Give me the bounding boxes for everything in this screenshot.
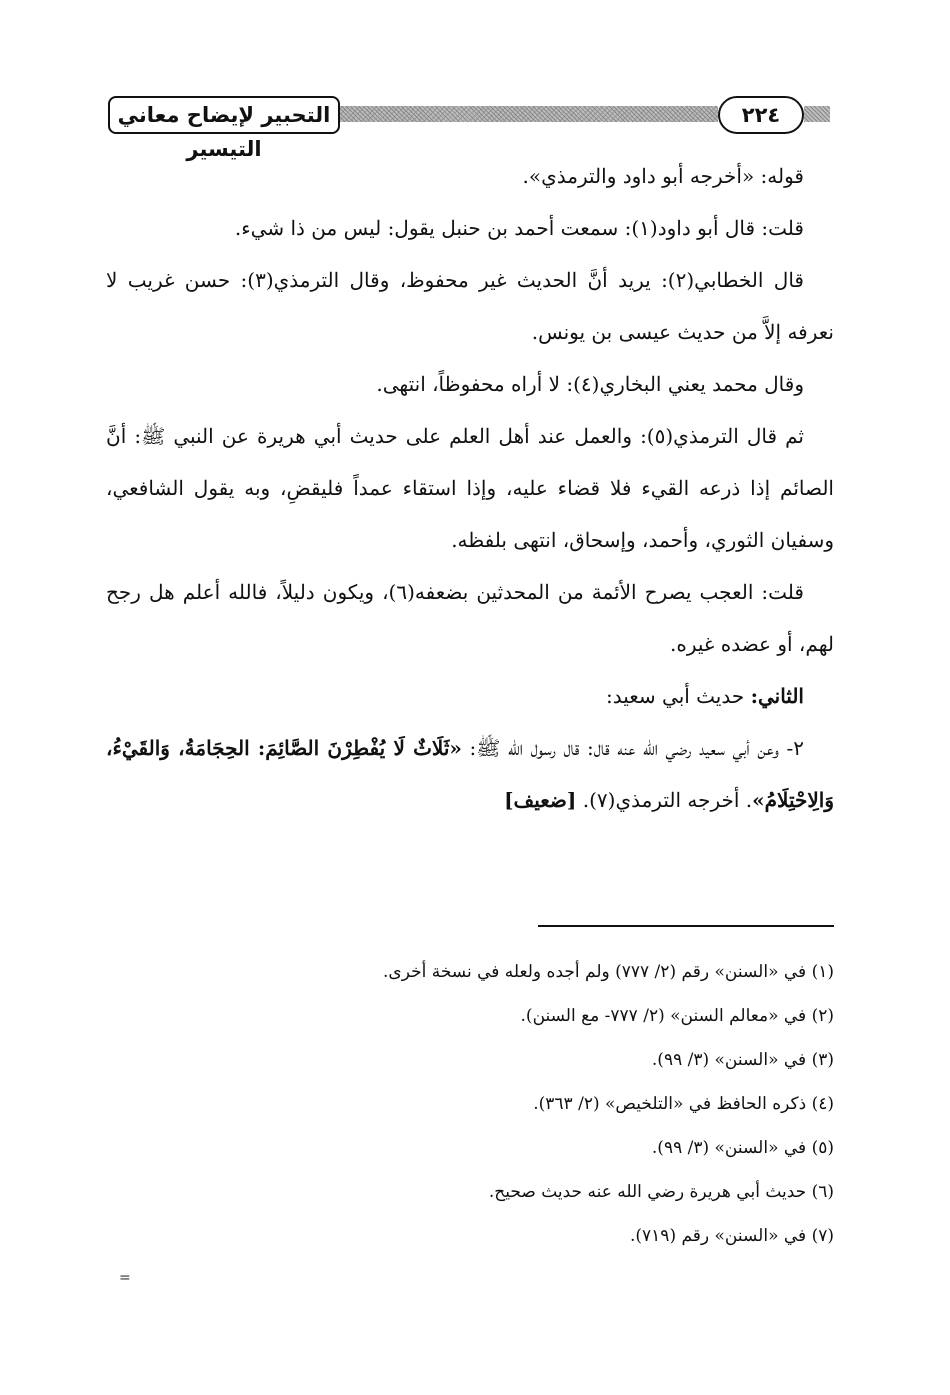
footnote-divider bbox=[538, 925, 834, 927]
footnote: (٤) ذكره الحافظ في «التلخيص» (٢/ ٣٦٣). bbox=[533, 1094, 834, 1114]
footnote: (٥) في «السنن» (٣/ ٩٩). bbox=[651, 1138, 834, 1158]
main-text bbox=[106, 150, 834, 826]
hadith-intro: ٢- وعن أبي سعيد رضي الله عنه قال: قال رسول الله ﷺ: bbox=[461, 736, 805, 760]
page-number: ٢٢٤ bbox=[718, 96, 804, 134]
section-heading-label: الثاني: bbox=[750, 684, 804, 708]
footnote: (٢) في «معالم السنن» (٢/ ٧٧٧- مع السنن). bbox=[520, 1006, 834, 1026]
footnote: (٣) في «السنن» (٣/ ٩٩). bbox=[651, 1050, 834, 1070]
paragraph: قلت: قال أبو داود(١): سمعت أحمد بن حنبل يقول: ليس من ذا شيء. bbox=[234, 216, 804, 240]
header-ornament-end bbox=[804, 106, 830, 122]
hadith-takhrij: . أخرجه الترمذي(٧). bbox=[576, 788, 753, 812]
paragraph: قال الخطابي(٢): يريد أنَّ الحديث غير محفوظ، وقال الترمذي(٣): حسن غريب لا نعرفه إلاَّ من حديث عيسى بن يونس. bbox=[106, 268, 834, 344]
corner-mark: = bbox=[119, 1270, 131, 1286]
hadith-text bbox=[106, 722, 834, 826]
section-heading bbox=[106, 670, 834, 722]
footnotes bbox=[106, 950, 834, 1258]
header-ornament-band bbox=[340, 106, 718, 122]
running-header bbox=[108, 94, 830, 161]
paragraph: وقال محمد يعني البخاري(٤): لا أراه محفوظاً، انتهى. bbox=[376, 372, 804, 396]
section-heading-text: حديث أبي سعيد: bbox=[605, 684, 751, 708]
book-title: التحبير لإيضاح معاني التيسير bbox=[108, 96, 340, 134]
footnote: (٧) في «السنن» رقم (٧١٩). bbox=[629, 1226, 834, 1246]
footnote: (١) في «السنن» رقم (٢/ ٧٧٧) ولم أجده ولعله في نسخة أخرى. bbox=[382, 962, 834, 982]
paragraph: قلت: العجب يصرح الأئمة من المحدثين بضعفه(٦)، ويكون دليلاً، فالله أعلم هل رجح لهم، أو عضده غيره. bbox=[106, 580, 834, 656]
footnote: (٦) حديث أبي هريرة رضي الله عنه حديث صحيح. bbox=[488, 1182, 834, 1202]
paragraph: قوله: «أخرجه أبو داود والترمذي». bbox=[522, 164, 804, 188]
hadith-matn: «ثَلَاثٌ لَا يُفْطِرْنَ الصَّائِمَ: الحِجَامَةُ، وَالقَيْءُ، وَالِاحْتِلَامُ» bbox=[106, 736, 834, 812]
hadith-grade: [ضعيف] bbox=[504, 788, 577, 812]
paragraph: ثم قال الترمذي(٥): والعمل عند أهل العلم على حديث أبي هريرة عن النبي ﷺ: أنَّ الصائم إذا ذرعه القيء فلا قضاء عليه، وإذا استقاء عمداً فليقضِ، وبه يقول الشافعي، وسفيان الثوري، وأحمد، وإسحاق، انتهى بلفظه. bbox=[106, 424, 834, 552]
